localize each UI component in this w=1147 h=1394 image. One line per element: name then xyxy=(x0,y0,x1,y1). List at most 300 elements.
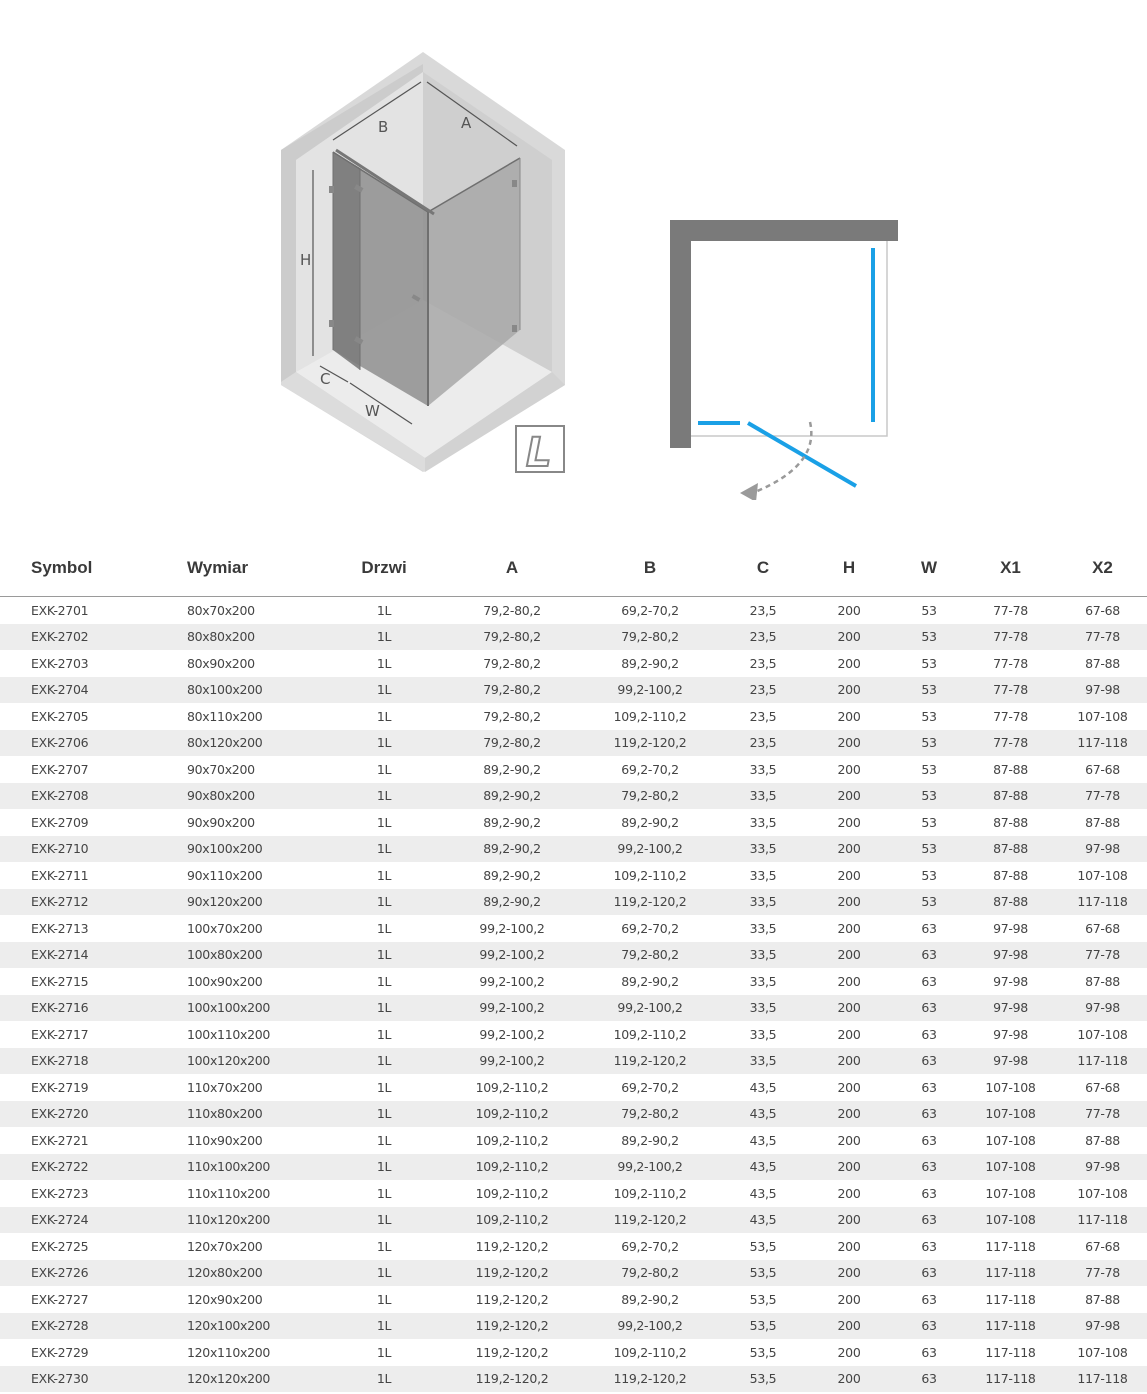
cell-x1: 87-88 xyxy=(963,783,1058,810)
cell-a: 79,2-80,2 xyxy=(447,703,577,730)
cell-b: 99,2-100,2 xyxy=(577,1313,723,1340)
cell-b: 79,2-80,2 xyxy=(577,624,723,651)
cell-b: 119,2-120,2 xyxy=(577,1366,723,1393)
cell-c: 43,5 xyxy=(723,1101,803,1128)
table-row xyxy=(0,650,1147,677)
cell-symbol: EXK-2709 xyxy=(0,809,156,836)
cell-h: 200 xyxy=(803,942,895,969)
cell-wymiar: 120x80x200 xyxy=(156,1260,321,1287)
cell-h: 200 xyxy=(803,1339,895,1366)
cell-a: 79,2-80,2 xyxy=(447,677,577,704)
cell-a: 99,2-100,2 xyxy=(447,1048,577,1075)
cell-x2: 67-68 xyxy=(1058,756,1147,783)
table-row xyxy=(0,942,1147,969)
table-row xyxy=(0,1313,1147,1340)
cell-c: 33,5 xyxy=(723,862,803,889)
cell-x2: 107-108 xyxy=(1058,703,1147,730)
cell-x2: 97-98 xyxy=(1058,995,1147,1022)
cell-h: 200 xyxy=(803,862,895,889)
header-drzwi: Drzwi xyxy=(321,540,447,597)
plan-view-drawing xyxy=(660,210,920,500)
cell-c: 33,5 xyxy=(723,809,803,836)
cell-b: 79,2-80,2 xyxy=(577,783,723,810)
cell-h: 200 xyxy=(803,677,895,704)
cell-a: 109,2-110,2 xyxy=(447,1180,577,1207)
cell-symbol: EXK-2724 xyxy=(0,1207,156,1234)
cell-wymiar: 110x100x200 xyxy=(156,1154,321,1181)
cell-drzwi: 1L xyxy=(321,809,447,836)
cell-h: 200 xyxy=(803,1207,895,1234)
cell-b: 79,2-80,2 xyxy=(577,942,723,969)
cell-a: 99,2-100,2 xyxy=(447,1021,577,1048)
cell-c: 33,5 xyxy=(723,756,803,783)
cell-x1: 97-98 xyxy=(963,942,1058,969)
cell-h: 200 xyxy=(803,968,895,995)
cell-w: 63 xyxy=(895,1180,963,1207)
cell-drzwi: 1L xyxy=(321,1074,447,1101)
cell-wymiar: 120x110x200 xyxy=(156,1339,321,1366)
cell-x2: 97-98 xyxy=(1058,1313,1147,1340)
cell-wymiar: 110x70x200 xyxy=(156,1074,321,1101)
cell-b: 119,2-120,2 xyxy=(577,730,723,757)
table-row xyxy=(0,1101,1147,1128)
cell-w: 63 xyxy=(895,1339,963,1366)
cell-symbol: EXK-2705 xyxy=(0,703,156,730)
cell-h: 200 xyxy=(803,1074,895,1101)
cell-drzwi: 1L xyxy=(321,756,447,783)
cell-drzwi: 1L xyxy=(321,677,447,704)
cell-x1: 87-88 xyxy=(963,862,1058,889)
label-c: C xyxy=(320,370,331,388)
cell-a: 99,2-100,2 xyxy=(447,995,577,1022)
cell-w: 63 xyxy=(895,1074,963,1101)
cell-h: 200 xyxy=(803,1021,895,1048)
cell-wymiar: 90x100x200 xyxy=(156,836,321,863)
cell-b: 99,2-100,2 xyxy=(577,995,723,1022)
cell-symbol: EXK-2712 xyxy=(0,889,156,916)
specification-table xyxy=(0,540,1147,1392)
cell-drzwi: 1L xyxy=(321,968,447,995)
cell-h: 200 xyxy=(803,650,895,677)
cell-w: 63 xyxy=(895,1127,963,1154)
cell-symbol: EXK-2722 xyxy=(0,1154,156,1181)
cell-w: 53 xyxy=(895,809,963,836)
cell-a: 109,2-110,2 xyxy=(447,1154,577,1181)
cell-w: 53 xyxy=(895,783,963,810)
cell-x2: 87-88 xyxy=(1058,809,1147,836)
header-h: H xyxy=(803,540,895,597)
cell-x2: 67-68 xyxy=(1058,1074,1147,1101)
table-row xyxy=(0,624,1147,651)
cell-a: 109,2-110,2 xyxy=(447,1127,577,1154)
cell-b: 69,2-70,2 xyxy=(577,1233,723,1260)
table-row xyxy=(0,1286,1147,1313)
cell-x1: 117-118 xyxy=(963,1313,1058,1340)
cell-h: 200 xyxy=(803,915,895,942)
cell-wymiar: 90x120x200 xyxy=(156,889,321,916)
cell-w: 53 xyxy=(895,650,963,677)
cell-b: 109,2-110,2 xyxy=(577,1180,723,1207)
cell-b: 79,2-80,2 xyxy=(577,1101,723,1128)
cell-wymiar: 110x90x200 xyxy=(156,1127,321,1154)
cell-c: 33,5 xyxy=(723,836,803,863)
table-row xyxy=(0,1048,1147,1075)
cell-b: 89,2-90,2 xyxy=(577,1127,723,1154)
cell-a: 109,2-110,2 xyxy=(447,1074,577,1101)
cell-drzwi: 1L xyxy=(321,1154,447,1181)
cell-w: 53 xyxy=(895,624,963,651)
cell-b: 119,2-120,2 xyxy=(577,1048,723,1075)
isometric-enclosure-drawing xyxy=(0,0,1147,540)
cell-symbol: EXK-2717 xyxy=(0,1021,156,1048)
cell-a: 79,2-80,2 xyxy=(447,624,577,651)
cell-h: 200 xyxy=(803,809,895,836)
header-c: C xyxy=(723,540,803,597)
cell-a: 79,2-80,2 xyxy=(447,597,577,624)
cell-x2: 97-98 xyxy=(1058,836,1147,863)
cell-x1: 97-98 xyxy=(963,968,1058,995)
cell-x1: 107-108 xyxy=(963,1127,1058,1154)
cell-x1: 87-88 xyxy=(963,809,1058,836)
cell-a: 119,2-120,2 xyxy=(447,1339,577,1366)
table-row xyxy=(0,1233,1147,1260)
cell-x1: 77-78 xyxy=(963,677,1058,704)
header-a: A xyxy=(447,540,577,597)
cell-drzwi: 1L xyxy=(321,1021,447,1048)
cell-c: 33,5 xyxy=(723,1048,803,1075)
cell-a: 89,2-90,2 xyxy=(447,862,577,889)
cell-b: 119,2-120,2 xyxy=(577,889,723,916)
table-row xyxy=(0,1074,1147,1101)
cell-x1: 107-108 xyxy=(963,1074,1058,1101)
cell-w: 53 xyxy=(895,703,963,730)
cell-c: 23,5 xyxy=(723,730,803,757)
cell-drzwi: 1L xyxy=(321,624,447,651)
cell-b: 119,2-120,2 xyxy=(577,1207,723,1234)
cell-x2: 87-88 xyxy=(1058,1286,1147,1313)
cell-b: 89,2-90,2 xyxy=(577,809,723,836)
table-row xyxy=(0,889,1147,916)
cell-wymiar: 110x80x200 xyxy=(156,1101,321,1128)
cell-h: 200 xyxy=(803,1127,895,1154)
cell-x1: 97-98 xyxy=(963,1048,1058,1075)
cell-drzwi: 1L xyxy=(321,915,447,942)
cell-c: 33,5 xyxy=(723,889,803,916)
cell-b: 109,2-110,2 xyxy=(577,1021,723,1048)
cell-w: 63 xyxy=(895,1313,963,1340)
table-row xyxy=(0,756,1147,783)
table-row xyxy=(0,703,1147,730)
cell-c: 23,5 xyxy=(723,597,803,624)
cell-w: 63 xyxy=(895,942,963,969)
cell-drzwi: 1L xyxy=(321,730,447,757)
table-row xyxy=(0,783,1147,810)
cell-symbol: EXK-2703 xyxy=(0,650,156,677)
cell-symbol: EXK-2723 xyxy=(0,1180,156,1207)
cell-h: 200 xyxy=(803,1366,895,1393)
cell-c: 23,5 xyxy=(723,624,803,651)
cell-x2: 87-88 xyxy=(1058,968,1147,995)
cell-symbol: EXK-2715 xyxy=(0,968,156,995)
cell-h: 200 xyxy=(803,1154,895,1181)
cell-h: 200 xyxy=(803,783,895,810)
cell-drzwi: 1L xyxy=(321,836,447,863)
cell-wymiar: 90x90x200 xyxy=(156,809,321,836)
cell-wymiar: 100x100x200 xyxy=(156,995,321,1022)
cell-a: 79,2-80,2 xyxy=(447,650,577,677)
cell-symbol: EXK-2725 xyxy=(0,1233,156,1260)
cell-drzwi: 1L xyxy=(321,1260,447,1287)
table-row xyxy=(0,862,1147,889)
cell-a: 119,2-120,2 xyxy=(447,1286,577,1313)
cell-c: 53,5 xyxy=(723,1260,803,1287)
cell-c: 43,5 xyxy=(723,1207,803,1234)
cell-b: 79,2-80,2 xyxy=(577,1260,723,1287)
cell-wymiar: 110x120x200 xyxy=(156,1207,321,1234)
cell-x2: 97-98 xyxy=(1058,1154,1147,1181)
cell-x2: 107-108 xyxy=(1058,862,1147,889)
cell-x2: 117-118 xyxy=(1058,1048,1147,1075)
cell-x1: 87-88 xyxy=(963,889,1058,916)
cell-h: 200 xyxy=(803,624,895,651)
label-w: W xyxy=(365,402,380,420)
cell-a: 89,2-90,2 xyxy=(447,783,577,810)
cell-b: 99,2-100,2 xyxy=(577,1154,723,1181)
cell-w: 53 xyxy=(895,730,963,757)
cell-w: 53 xyxy=(895,756,963,783)
cell-x2: 87-88 xyxy=(1058,650,1147,677)
cell-drzwi: 1L xyxy=(321,1339,447,1366)
cell-wymiar: 80x90x200 xyxy=(156,650,321,677)
cell-c: 33,5 xyxy=(723,915,803,942)
cell-h: 200 xyxy=(803,1313,895,1340)
cell-x2: 97-98 xyxy=(1058,677,1147,704)
header-x2: X2 xyxy=(1058,540,1147,597)
cell-b: 109,2-110,2 xyxy=(577,1339,723,1366)
cell-symbol: EXK-2719 xyxy=(0,1074,156,1101)
door-side-badge: L xyxy=(526,430,552,476)
cell-x1: 117-118 xyxy=(963,1260,1058,1287)
cell-x2: 77-78 xyxy=(1058,942,1147,969)
cell-h: 200 xyxy=(803,756,895,783)
table-row xyxy=(0,1180,1147,1207)
cell-w: 53 xyxy=(895,889,963,916)
cell-h: 200 xyxy=(803,597,895,624)
cell-x2: 107-108 xyxy=(1058,1021,1147,1048)
cell-w: 63 xyxy=(895,1286,963,1313)
cell-x1: 107-108 xyxy=(963,1101,1058,1128)
cell-b: 99,2-100,2 xyxy=(577,836,723,863)
cell-c: 23,5 xyxy=(723,677,803,704)
cell-symbol: EXK-2714 xyxy=(0,942,156,969)
label-a: A xyxy=(461,114,472,132)
cell-x1: 87-88 xyxy=(963,836,1058,863)
cell-a: 99,2-100,2 xyxy=(447,915,577,942)
cell-symbol: EXK-2710 xyxy=(0,836,156,863)
table-row xyxy=(0,1207,1147,1234)
cell-drzwi: 1L xyxy=(321,1233,447,1260)
cell-wymiar: 90x80x200 xyxy=(156,783,321,810)
cell-symbol: EXK-2704 xyxy=(0,677,156,704)
label-h: H xyxy=(300,251,312,269)
cell-x1: 77-78 xyxy=(963,624,1058,651)
cell-wymiar: 100x120x200 xyxy=(156,1048,321,1075)
table-body xyxy=(0,597,1147,1393)
cell-a: 119,2-120,2 xyxy=(447,1313,577,1340)
cell-h: 200 xyxy=(803,1286,895,1313)
cell-drzwi: 1L xyxy=(321,942,447,969)
cell-a: 109,2-110,2 xyxy=(447,1101,577,1128)
cell-a: 119,2-120,2 xyxy=(447,1366,577,1393)
cell-wymiar: 120x120x200 xyxy=(156,1366,321,1393)
cell-drzwi: 1L xyxy=(321,703,447,730)
cell-x2: 117-118 xyxy=(1058,889,1147,916)
cell-c: 33,5 xyxy=(723,1021,803,1048)
cell-c: 53,5 xyxy=(723,1233,803,1260)
cell-a: 119,2-120,2 xyxy=(447,1233,577,1260)
cell-b: 109,2-110,2 xyxy=(577,862,723,889)
table-row xyxy=(0,809,1147,836)
cell-b: 89,2-90,2 xyxy=(577,968,723,995)
cell-x2: 77-78 xyxy=(1058,1101,1147,1128)
cell-c: 43,5 xyxy=(723,1154,803,1181)
cell-b: 89,2-90,2 xyxy=(577,1286,723,1313)
cell-x1: 107-108 xyxy=(963,1154,1058,1181)
cell-a: 99,2-100,2 xyxy=(447,942,577,969)
cell-w: 63 xyxy=(895,968,963,995)
cell-w: 53 xyxy=(895,677,963,704)
cell-a: 109,2-110,2 xyxy=(447,1207,577,1234)
cell-x1: 77-78 xyxy=(963,597,1058,624)
cell-c: 43,5 xyxy=(723,1180,803,1207)
cell-c: 53,5 xyxy=(723,1286,803,1313)
cell-x1: 117-118 xyxy=(963,1339,1058,1366)
cell-x2: 107-108 xyxy=(1058,1180,1147,1207)
cell-c: 53,5 xyxy=(723,1313,803,1340)
cell-symbol: EXK-2702 xyxy=(0,624,156,651)
cell-wymiar: 120x90x200 xyxy=(156,1286,321,1313)
cell-x2: 77-78 xyxy=(1058,1260,1147,1287)
cell-wymiar: 80x110x200 xyxy=(156,703,321,730)
cell-x1: 117-118 xyxy=(963,1286,1058,1313)
cell-drzwi: 1L xyxy=(321,1366,447,1393)
cell-h: 200 xyxy=(803,995,895,1022)
cell-symbol: EXK-2721 xyxy=(0,1127,156,1154)
cell-w: 53 xyxy=(895,862,963,889)
cell-drzwi: 1L xyxy=(321,650,447,677)
cell-c: 33,5 xyxy=(723,968,803,995)
cell-a: 89,2-90,2 xyxy=(447,809,577,836)
cell-wymiar: 90x110x200 xyxy=(156,862,321,889)
cell-drzwi: 1L xyxy=(321,597,447,624)
cell-wymiar: 100x90x200 xyxy=(156,968,321,995)
header-symbol: Symbol xyxy=(0,540,156,597)
cell-h: 200 xyxy=(803,1260,895,1287)
table-row xyxy=(0,836,1147,863)
table-row xyxy=(0,915,1147,942)
cell-wymiar: 100x80x200 xyxy=(156,942,321,969)
cell-w: 63 xyxy=(895,995,963,1022)
cell-x1: 77-78 xyxy=(963,650,1058,677)
cell-drzwi: 1L xyxy=(321,1180,447,1207)
cell-x2: 67-68 xyxy=(1058,597,1147,624)
cell-a: 89,2-90,2 xyxy=(447,836,577,863)
cell-x2: 67-68 xyxy=(1058,1233,1147,1260)
cell-symbol: EXK-2729 xyxy=(0,1339,156,1366)
cell-drzwi: 1L xyxy=(321,862,447,889)
cell-drzwi: 1L xyxy=(321,1127,447,1154)
cell-drzwi: 1L xyxy=(321,1313,447,1340)
table-row xyxy=(0,1339,1147,1366)
cell-w: 63 xyxy=(895,1207,963,1234)
cell-x2: 67-68 xyxy=(1058,915,1147,942)
table-row xyxy=(0,995,1147,1022)
header-x1: X1 xyxy=(963,540,1058,597)
cell-wymiar: 120x100x200 xyxy=(156,1313,321,1340)
table-row xyxy=(0,1021,1147,1048)
cell-h: 200 xyxy=(803,1180,895,1207)
table-row xyxy=(0,1366,1147,1393)
cell-b: 69,2-70,2 xyxy=(577,597,723,624)
table-row xyxy=(0,1127,1147,1154)
cell-x2: 117-118 xyxy=(1058,1366,1147,1393)
cell-drzwi: 1L xyxy=(321,783,447,810)
cell-b: 99,2-100,2 xyxy=(577,677,723,704)
cell-c: 33,5 xyxy=(723,995,803,1022)
cell-w: 63 xyxy=(895,1366,963,1393)
cell-x2: 117-118 xyxy=(1058,730,1147,757)
product-diagram xyxy=(0,0,1147,540)
cell-c: 43,5 xyxy=(723,1074,803,1101)
cell-c: 53,5 xyxy=(723,1366,803,1393)
cell-c: 33,5 xyxy=(723,783,803,810)
cell-w: 63 xyxy=(895,1154,963,1181)
cell-b: 69,2-70,2 xyxy=(577,756,723,783)
cell-x1: 107-108 xyxy=(963,1180,1058,1207)
cell-wymiar: 80x80x200 xyxy=(156,624,321,651)
cell-x1: 77-78 xyxy=(963,703,1058,730)
cell-drzwi: 1L xyxy=(321,889,447,916)
cell-x1: 87-88 xyxy=(963,756,1058,783)
cell-symbol: EXK-2711 xyxy=(0,862,156,889)
cell-x2: 87-88 xyxy=(1058,1127,1147,1154)
cell-b: 109,2-110,2 xyxy=(577,703,723,730)
table-row xyxy=(0,1260,1147,1287)
cell-x2: 77-78 xyxy=(1058,783,1147,810)
cell-x1: 97-98 xyxy=(963,1021,1058,1048)
table-row xyxy=(0,968,1147,995)
cell-w: 63 xyxy=(895,1048,963,1075)
cell-c: 43,5 xyxy=(723,1127,803,1154)
cell-c: 33,5 xyxy=(723,942,803,969)
table-row xyxy=(0,1154,1147,1181)
cell-x1: 77-78 xyxy=(963,730,1058,757)
cell-symbol: EXK-2720 xyxy=(0,1101,156,1128)
cell-h: 200 xyxy=(803,1101,895,1128)
cell-w: 63 xyxy=(895,1021,963,1048)
cell-wymiar: 100x70x200 xyxy=(156,915,321,942)
cell-drzwi: 1L xyxy=(321,1048,447,1075)
cell-w: 63 xyxy=(895,1101,963,1128)
cell-drzwi: 1L xyxy=(321,1286,447,1313)
cell-symbol: EXK-2728 xyxy=(0,1313,156,1340)
cell-c: 53,5 xyxy=(723,1339,803,1366)
cell-drzwi: 1L xyxy=(321,1101,447,1128)
cell-symbol: EXK-2727 xyxy=(0,1286,156,1313)
cell-w: 53 xyxy=(895,597,963,624)
cell-a: 119,2-120,2 xyxy=(447,1260,577,1287)
cell-x1: 117-118 xyxy=(963,1366,1058,1393)
